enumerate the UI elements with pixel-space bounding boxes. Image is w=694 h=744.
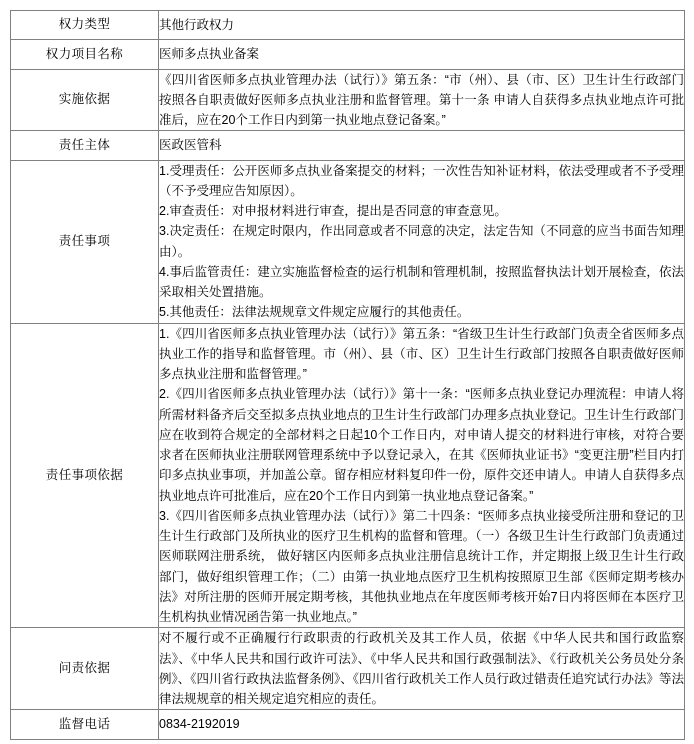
row-label: 责任主体 [11, 131, 159, 160]
value-paragraph: 1.受理责任：公开医师多点执业备案提交的材料；一次性告知补证材料，依法受理或者不予受理（不予受理应告知原因）。 [159, 163, 684, 198]
table-row [11, 11, 685, 40]
value-paragraph: 3.决定责任：在规定时限内，作出同意或者不同意的决定，法定告知（不同意的应当书面告知理由）。 [159, 224, 684, 259]
table-row [11, 710, 685, 739]
table-row [11, 323, 685, 628]
row-value [159, 160, 685, 323]
row-label: 实施依据 [11, 69, 159, 131]
row-label: 问责依据 [11, 628, 159, 710]
value-paragraph: 2.《四川省医师多点执业管理办法（试行）》第十一条：“医师多点执业登记办理流程：申请人将所需材料备齐后交至拟多点执业地点的卫生计生行政部门办理多点执业登记。卫生计生行政部门应在收到符合规定的全部材料之日起10个工作日内，对申请人提交的材料进行审核，对符合要求者在医师执业注册联网管理系统中予以登记录入，在其《医师执业证书》“变更注册”栏目内打印多点执业事项，并加盖公章。留存相应材料复印件一份，原件交还申请人。申请人自获得多点执业地点许可批准后，应在20个工作日内到第一执业地点登记备案。” [159, 387, 685, 503]
row-label: 权力类型 [11, 11, 159, 40]
row-value-block [159, 161, 684, 323]
table-row [11, 628, 685, 710]
row-value [159, 323, 685, 628]
row-label: 责任事项依据 [11, 323, 159, 628]
value-paragraph: 0834-2192019 [159, 717, 240, 732]
value-paragraph: 对不履行或不正确履行行政职责的行政机关及其工作人员，依据《中华人民共和国行政监察法》、《中华人民共和国行政许可法》、《中华人民共和国行政强制法》、《行政机关公务员处分条例》、《四川省行政执法监督条例》、《四川省行政机关工作人员行政过错责任追究试行办法》等法律法规规章的相关规定追究相应的责任。 [159, 631, 685, 706]
value-paragraph: 2.审查责任：对申报材料进行审查，提出是否同意的审查意见。 [159, 204, 507, 218]
row-value [159, 69, 685, 131]
row-value [159, 131, 685, 160]
row-value [159, 628, 685, 710]
row-value-block [159, 324, 684, 628]
row-value-block [159, 628, 684, 709]
row-label: 权力项目名称 [11, 40, 159, 69]
row-label: 责任事项 [11, 160, 159, 323]
row-value-block [159, 714, 684, 734]
table-row [11, 160, 685, 323]
value-paragraph: 其他行政权力 [159, 18, 235, 32]
row-value [159, 11, 685, 40]
value-paragraph: 《四川省医师多点执业管理办法（试行）》第五条：“市（州）、县（市、区）卫生计生行政部门按照各自职责做好医师多点执业注册和监督管理。第十一条 申请人自获得多点执业地点许可批准后，应在20个工作日内到第一执业地点登记备案。” [159, 72, 684, 127]
row-value [159, 40, 685, 69]
value-paragraph: 4.事后监管责任：建立实施监督检查的运行机制和管理机制，按照监督执法计划开展检查，依法采取相关处置措施。 [159, 264, 684, 299]
row-label: 监督电话 [11, 710, 159, 739]
row-value-block [159, 15, 684, 35]
value-paragraph: 3.《四川省医师多点执业管理办法（试行）》第二十四条：“医师多点执业接受所注册和登记的卫生计生行政部门及所执业的医疗卫生机构的监督和管理。（一）各级卫生计生行政部门负责通过医师联网注册系统， 做好辖区内医师多点执业注册信息统计工作，并定期报上级卫生计生行政部门，做好组织管理工作；（二）由第一执业地点医疗卫生机构按照原卫生部《医师定期考核办法》对所注册的医师开展定期考核，其他执业地点在年度医师考核开始7日内将医师在本医疗卫生机构执业情况函告第一执业地点。” [159, 508, 684, 624]
row-value-block [159, 135, 684, 155]
power-item-table [10, 10, 685, 740]
value-paragraph: 医师多点执业备案 [159, 47, 260, 62]
value-paragraph: 医政医管科 [159, 138, 222, 153]
table-row [11, 69, 685, 131]
table-body [11, 11, 685, 740]
row-value-block [159, 44, 684, 64]
value-paragraph: 1.《四川省医师多点执业管理办法（试行）》第五条：“省级卫生计生行政部门负责全省医师多点执业工作的指导和监督管理。市（州）、县（市、区）卫生计生行政部门按照各自职责做好医师多点执业注册和监督管理。” [159, 326, 684, 381]
table-row [11, 131, 685, 160]
row-value-block [159, 70, 684, 131]
value-paragraph: 5.其他责任：法律法规规章文件规定应履行的其他责任。 [159, 305, 470, 320]
table-row [11, 40, 685, 69]
row-value [159, 710, 685, 739]
